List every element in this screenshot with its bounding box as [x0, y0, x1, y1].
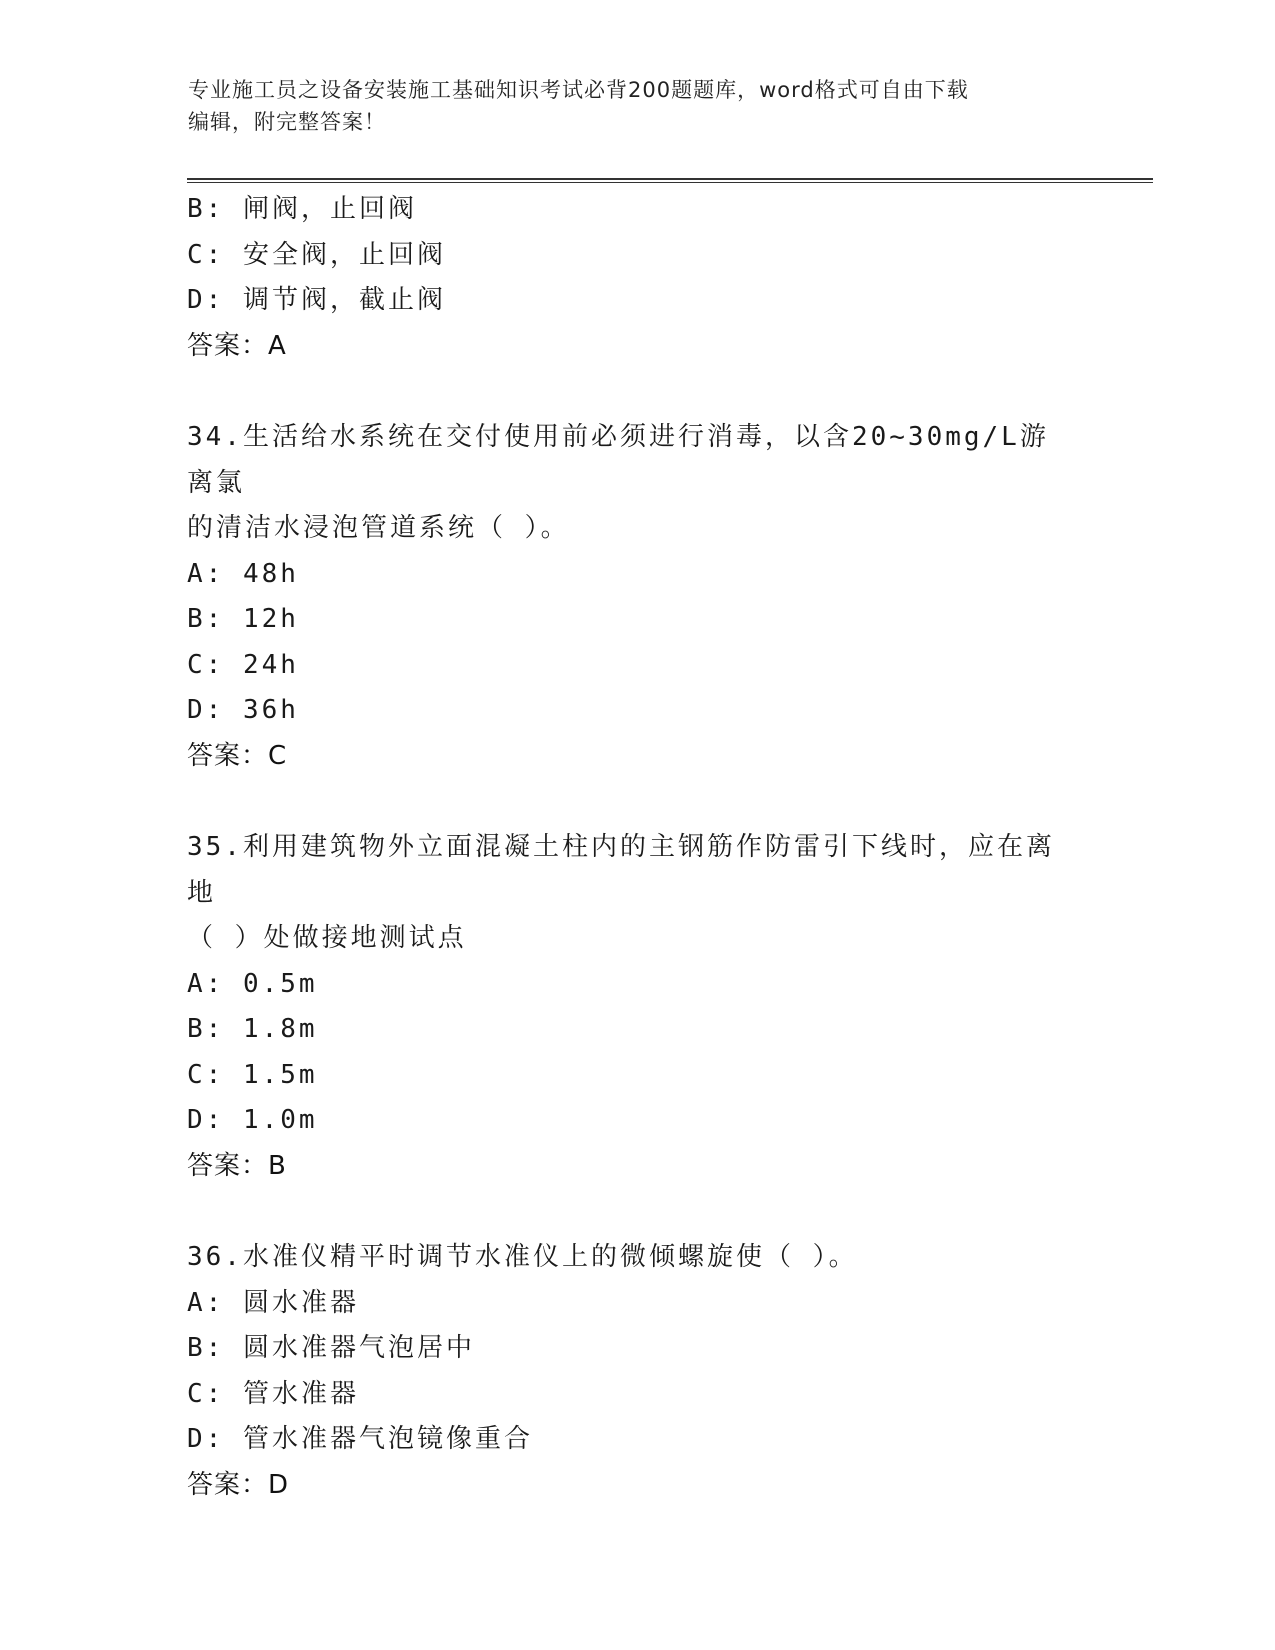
option-a: A: 48h — [187, 558, 299, 589]
page-header — [188, 74, 1068, 138]
question-36 — [187, 1235, 1087, 1508]
question-stem — [187, 415, 1067, 552]
option-c: C: 24h — [187, 649, 299, 680]
header-divider — [187, 178, 1153, 183]
header-title-line-1: 专业施工员之设备安装施工基础知识考试必背200题题库，word格式可自由下载 — [188, 78, 969, 102]
question-stem-line-1: 34.生活给水系统在交付使用前必须进行消毒，以含20~30mg/L游离氯 — [187, 422, 1049, 498]
question-stem — [187, 825, 1067, 962]
option-a: A: 圆水准器 — [187, 1287, 359, 1318]
option-d: D: 1.0m — [187, 1105, 318, 1135]
option-a: A: 0.5m — [187, 968, 318, 999]
option-b: B: 12h — [187, 604, 299, 634]
question-34 — [187, 415, 1087, 779]
question-35 — [187, 825, 1087, 1189]
answer-label: 答案：B — [187, 1150, 287, 1181]
question-stem-line-1: 35.利用建筑物外立面混凝土柱内的主钢筋作防雷引下线时，应在离地 — [187, 832, 1055, 908]
option-c: C: 1.5m — [187, 1059, 318, 1090]
question-stem-line-2: （ ）处做接地测试点 — [187, 923, 467, 953]
option-d: D: 36h — [187, 695, 299, 725]
option-c: C: 安全阀，止回阀 — [187, 239, 446, 270]
header-title-line-2: 编辑，附完整答案！ — [188, 110, 386, 134]
question-stem-line-2: 的清洁水浸泡管道系统（ ）。 — [187, 513, 570, 543]
option-d: D: 调节阀，截止阀 — [187, 285, 446, 315]
option-b: B: 1.8m — [187, 1014, 318, 1044]
question-list — [187, 187, 1087, 1508]
option-c: C: 管水准器 — [187, 1378, 359, 1409]
answer-label: 答案：C — [187, 740, 288, 771]
answer-label: 答案：D — [187, 1469, 290, 1500]
answer-label: 答案：A — [187, 330, 287, 361]
option-b: B: 闸阀，止回阀 — [187, 194, 417, 224]
question-stem — [187, 1235, 1067, 1281]
option-d: D: 管水准器气泡镜像重合 — [187, 1424, 533, 1454]
question-stem-line-1: 36.水准仪精平时调节水准仪上的微倾螺旋使（ ）。 — [187, 1242, 858, 1272]
option-b: B: 圆水准器气泡居中 — [187, 1333, 475, 1363]
question-partial — [187, 187, 1087, 369]
